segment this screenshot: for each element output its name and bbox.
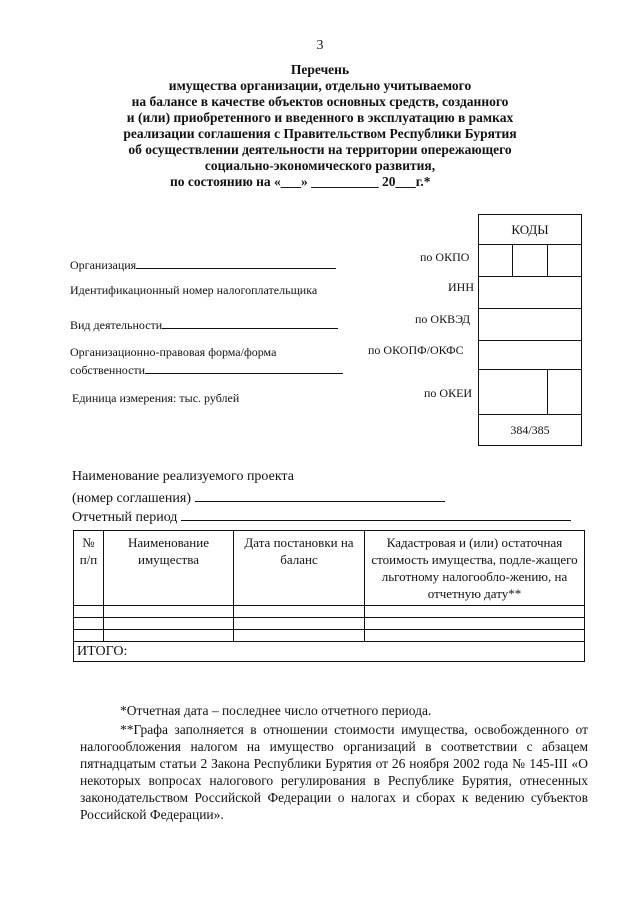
okpo-label: по ОКПО [420, 250, 470, 264]
legal-form-label-line2: собственности [70, 363, 146, 377]
activity-field[interactable] [162, 316, 338, 329]
table-row [74, 618, 585, 630]
table-cell[interactable] [74, 618, 104, 630]
agreement-row [72, 488, 445, 507]
organization-label: Организация [70, 258, 137, 272]
table-cell[interactable] [234, 618, 365, 630]
okved-cell[interactable] [479, 309, 582, 341]
codes-header: КОДЫ [479, 215, 582, 245]
organization-row [70, 256, 336, 273]
period-row [72, 507, 571, 526]
property-table [73, 530, 585, 662]
table-cell[interactable] [74, 630, 104, 642]
agreement-field[interactable] [195, 488, 445, 502]
title-line: на балансе в качестве объектов основных средств, созданного [131, 94, 509, 109]
table-cell[interactable] [234, 606, 365, 618]
okei-cell[interactable] [547, 370, 581, 415]
title-line: социально-экономического развития, [204, 158, 436, 173]
okei-cell[interactable] [479, 370, 548, 415]
table-cell[interactable] [365, 606, 585, 618]
header-date: Дата постановки на баланс [234, 531, 365, 606]
header-num: № п/п [74, 531, 104, 606]
table-cell[interactable] [365, 618, 585, 630]
inn-label: Идентификационный номер налогоплательщика [70, 283, 318, 297]
codes-table [478, 214, 582, 446]
title-line: Перечень [290, 62, 350, 77]
table-cell[interactable] [234, 630, 365, 642]
okpo-cell[interactable] [513, 245, 547, 277]
organization-field[interactable] [136, 256, 336, 269]
period-label: Отчетный период [72, 510, 178, 525]
agreement-label: (номер соглашения) [72, 491, 191, 506]
header-value: Кадастровая и (или) остаточная стоимость имущества, подле-жащего льготному налогообло-жению, на отчетную дату** [365, 531, 585, 606]
footnote-1: *Отчетная дата – последнее число отчетного периода. [120, 703, 432, 718]
table-cell[interactable] [104, 618, 234, 630]
activity-label: Вид деятельности [70, 318, 163, 332]
okopf-label: по ОКОПФ/ОКФС [368, 343, 464, 357]
okei-label: по ОКЕИ [424, 386, 473, 400]
footnotes [80, 702, 588, 823]
footnote-2: **Графа заполняется в отношении стоимости имущества, освобожденного от налогообложения налогом на имущество организаций в соответствии с абзацем пятнадцатым статьи 2 Закона Республики Бурятия от 26 ноября 2002 года № 145-III «О некоторых вопросах налогового регулирования в Республике Бурятия, отнесенных законодательством Российской Федерации о налогах и сборах к ведению субъектов Российской Федерации». [80, 722, 588, 822]
table-row [74, 630, 585, 642]
table-cell[interactable] [74, 606, 104, 618]
title-line: реализации соглашения с Правительством Республики Бурятия [123, 126, 517, 141]
title-line-date: по состоянию на «___» __________ 20___г.* [170, 174, 431, 189]
okpo-cell[interactable] [547, 245, 581, 277]
total-label: ИТОГО: [74, 642, 585, 662]
project-name-label: Наименование реализуемого проекта [72, 469, 294, 484]
page-number: 3 [316, 38, 324, 53]
inn-cell[interactable] [479, 277, 582, 309]
title-line: имущества организации, отдельно учитываемого [168, 78, 472, 93]
inn-code-label: ИНН [448, 280, 474, 294]
okpo-cell[interactable] [479, 245, 513, 277]
legal-form-field[interactable] [145, 361, 343, 374]
header-name: Наименование имущества [104, 531, 234, 606]
table-cell[interactable] [104, 606, 234, 618]
table-cell[interactable] [365, 630, 585, 642]
table-row [74, 606, 585, 618]
activity-row [70, 316, 338, 333]
title-line: и (или) приобретенного и введенного в эксплуатацию в рамках [126, 110, 514, 125]
okved-label: по ОКВЭД [415, 312, 471, 326]
document-title [60, 62, 580, 190]
units-label: Единица измерения: тыс. рублей [72, 391, 240, 405]
units-code-cell: 384/385 [479, 415, 582, 446]
total-row [74, 642, 585, 662]
period-field[interactable] [181, 507, 571, 521]
legal-form-row [70, 361, 343, 378]
title-line: об осуществлении деятельности на территории опережающего [128, 142, 512, 157]
legal-form-label-line1: Организационно-правовая форма/форма [70, 345, 277, 359]
table-cell[interactable] [104, 630, 234, 642]
okopf-cell[interactable] [479, 341, 582, 370]
